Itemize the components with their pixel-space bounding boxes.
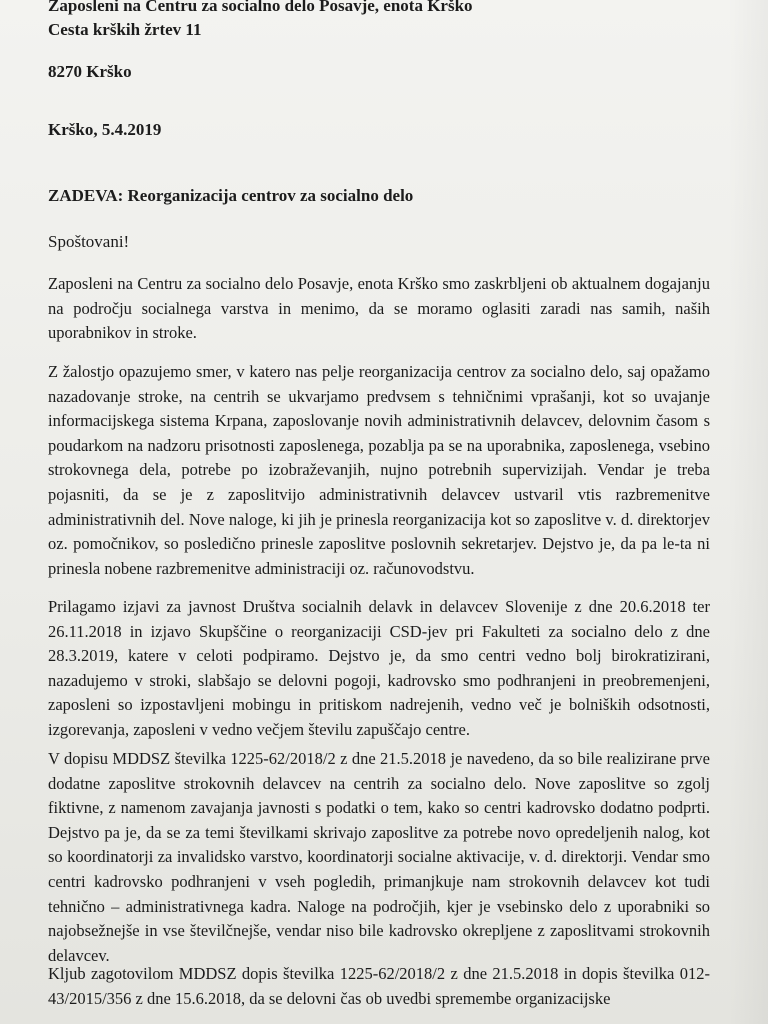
body-paragraph-2: Z žalostjo opazujemo smer, v katero nas pelje reorganizacija centrov za socialno delo, saj opažamo nazadovanje stroke, na centrih se ukvarjamo predvsem s tehničnimi vprašanji, kot so uvajanje informacijskega sistema Krpana, zaposlovanje novih administrativnih delavcev, delovnim časom s poudarkom na nadzoru prisotnosti zaposlenega, pozablja pa se na uporabnika, zaposlenega, vsebino strokovnega dela, potrebe po izobraževanjih, nujno potrebnih supervizijah. Vendar je treba pojasniti, da se je z zaposlitvijo administrativnih delavcev ustvaril vtis razbremenitve administrativnih del. Nove naloge, ki jih je prinesla reorganizacija kot so zaposlitve v. d. direktorjev oz. pomočnikov, so posledično prinesle zaposlitve poslovnih sekretarjev. Dejstvo je, da pa le-ta ni prinesla nobene razbremenitve administraciji oz. računovodstvu. [48,362,710,578]
letter-date: Krško, 5.4.2019 [48,120,162,139]
sender-postal: 8270 Krško [48,62,132,81]
body-paragraph-5: Kljub zagotovilom MDDSZ dopis številka 1225-62/2018/2 z dne 21.5.2018 in dopis številka 012-43/2015/356 z dne 15.6.2018, da se delovni čas ob uvedbi spremembe organizacijske [48,964,710,1008]
letter-subject: ZADEVA: Reorganizacija centrov za socialno delo [48,186,414,205]
sender-name: Zaposleni na Centru za socialno delo Posavje, enota Krško [48,0,473,15]
body-paragraph-4: V dopisu MDDSZ številka 1225-62/2018/2 z dne 21.5.2018 je navedeno, da so bile realizirane prve dodatne zaposlitve strokovnih delavcev na centrih za socialno delo. Nove zaposlitve so zgolj fiktivne, z namenom zavajanja javnosti s podatki o tem, kako so centri kadrovsko dodatno podprti. Dejstvo pa je, da se za temi številkami skrivajo zaposlitve za potrebe novo opredeljenih nalog, kot so koordinatorji za invalidsko varstvo, koordinatorji socialne aktivacije, v. d. direktorji. Vendar smo centri kadrovsko podhranjeni v vseh pogledih, primanjkuje nam strokovnih delavcev kot tudi tehnično – administrativnega kadra. Naloge na področjih, kjer je vsebinsko delo z uporabniki so najobsežnejše in vse številčnejše, vendar niso bile kadrovsko okrepljene z zaposlitvami strokovnih delavcev. [48,749,710,965]
body-paragraph-3: Prilagamo izjavi za javnost Društva socialnih delavk in delavcev Slovenije z dne 20.6.2018 ter 26.11.2018 in izjavo Skupščine o reorganizaciji CSD-jev pri Fakulteti za socialno delo z dne 28.3.2019, katere v celoti podpiramo. Dejstvo je, da smo centri vedno bolj birokratizirani, nazadujemo v stroki, slabšajo se delovni pogoji, kadrovsko smo podhranjeni in preobremenjeni, zaposleni so izpostavljeni mobingu in pritiskom nadrejenih, vedno več je bolniških odsotnosti, izgorevanja, zaposleni v vedno večjem številu zapuščajo centre. [48,597,710,739]
letter-greeting: Spoštovani! [48,232,130,251]
sender-block [48,0,473,42]
page-edge-shadow [728,0,768,1024]
body-paragraph-1: Zaposleni na Centru za socialno delo Posavje, enota Krško smo zaskrbljeni ob aktualnem dogajanju na področju socialnega varstva in menimo, da se moramo oglasiti zaradi nas samih, naših uporabnikov in stroke. [48,274,710,343]
sender-street: Cesta krških žrtev 11 [48,20,202,39]
